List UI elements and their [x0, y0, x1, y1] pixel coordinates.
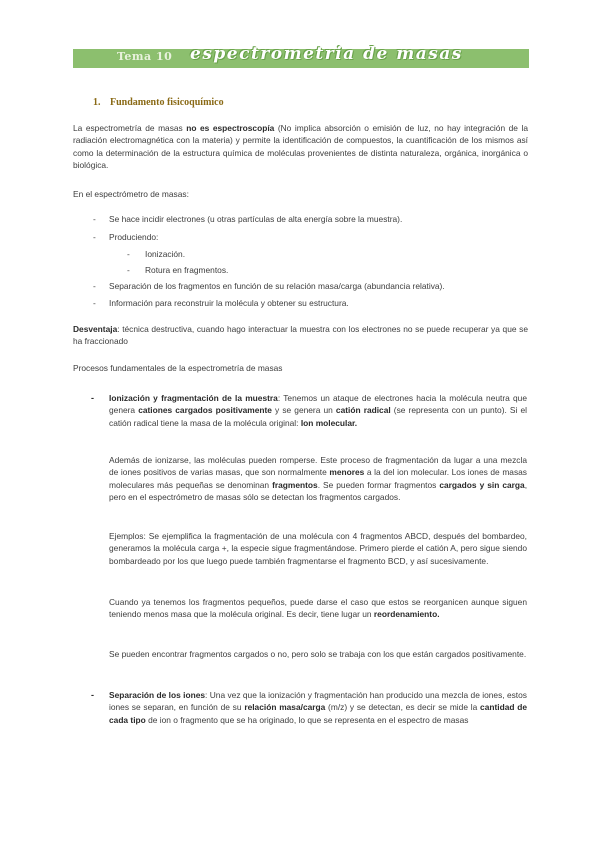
process-1-bold: cationes cargados positivamente: [138, 405, 272, 416]
process-1-title: Ionización y fragmentación de la muestra: [109, 393, 278, 403]
fragmentation-bold: menores: [329, 467, 365, 478]
fragmentation-text: , pero en el espectrómetro de masas sólo se detectan los fragmentos cargados.: [109, 479, 528, 503]
process-1-bold: catión radical: [335, 405, 391, 416]
intro-bold-1: no es espectroscopía: [186, 123, 275, 133]
list-item: Se hace incidir electrones (u otras partículas de alta energía sobre la muestra).: [109, 214, 403, 224]
process-2-text: de ion o fragmento que se ha originado, lo que se representa en el espectro de masas: [145, 714, 469, 725]
sublist-dash: -: [127, 249, 130, 259]
list-dash: -: [93, 214, 96, 224]
chapter-title: espectrometria de masas: [190, 44, 463, 64]
section-title: Fundamento fisicoquímico: [110, 97, 224, 108]
disadvantage-label: Desventaja: [73, 324, 118, 334]
process-2-text: : Una vez que la ionización y fragmentación han producido una mezcla de iones, estos iones se separan, en función de su: [109, 690, 527, 713]
disadvantage-paragraph: [73, 323, 528, 348]
process-1-text: (se representa con un punto). Si el catión radical tiene la masa de la molécula original:: [109, 405, 527, 428]
process-2-text: (m/z) y se detectan, es decir se mide la: [325, 702, 481, 713]
process-2-title: Separación de los iones: [109, 690, 206, 700]
list-dash: -: [93, 232, 96, 242]
fragmentation-bold: fragmentos: [272, 479, 318, 490]
process-2-paragraph: [109, 689, 527, 726]
process-1-text: y se genera un: [271, 405, 336, 416]
reorganization-bold: reordenamiento.: [373, 609, 440, 620]
intro-text-2: (No implica absorción o emisión de luz, no hay integración de la radiación electromagnética con la materia) y permite la identificación de compuestos, la cuantificación de los mismos así como la determinación de la estructura química de moléculas provenientes de distinta naturaleza, orgánica, inorgánica o biológica.: [73, 123, 528, 171]
process-dash: -: [91, 393, 94, 403]
process-2-bold: cantidad de cada tipo: [109, 702, 528, 725]
reorganization-paragraph: [109, 596, 527, 621]
disadvantage-text: : técnica destructiva, cuando hago interactuar la muestra con los electrones no se puede recuperar ya que se ha fraccionado: [73, 324, 528, 347]
list-dash: -: [93, 298, 96, 308]
list-dash: -: [93, 281, 96, 291]
spectrometer-intro: En el espectrómetro de masas:: [73, 189, 189, 199]
list-item: Información para reconstruir la molécula y obtener su estructura.: [109, 298, 349, 308]
fragmentation-bold: cargados y sin carga: [439, 479, 525, 490]
process-1-paragraph: [109, 392, 527, 429]
fragmentation-text: . Se pueden formar fragmentos: [317, 479, 440, 490]
process-2-bold: relación masa/carga: [244, 702, 326, 713]
process-dash: -: [91, 690, 94, 700]
charged-fragments-paragraph: Se pueden encontrar fragmentos cargados o no, pero solo se trabaja con los que están cargados positivamente.: [109, 649, 527, 659]
fragmentation-text: Además de ionizarse, las moléculas pueden romperse. Este proceso de fragmentación da lugar a una mezcla de iones positivos de varias masas, que son normalmente: [109, 455, 527, 478]
sublist-dash: -: [127, 265, 130, 275]
list-item: Produciendo:: [109, 232, 159, 242]
processes-title: Procesos fundamentales de la espectrometría de masas: [73, 363, 283, 373]
header-banner: [73, 44, 529, 68]
fragmentation-text: a la del ion molecular. Los iones de masas moleculares más pequeñas se denominan: [109, 467, 527, 490]
process-1-bold: Ion molecular.: [300, 417, 358, 428]
fragmentation-paragraph: [109, 454, 527, 504]
intro-text-1: La espectrometría de masas: [73, 123, 187, 133]
example-paragraph: Ejemplos: Se ejemplifica la fragmentación de una molécula con 4 fragmentos ABCD, después del bombardeo, generamos la molécula carga +, la especie sigue fragmentándose. Primero pierde el catión A, pero sigue siendo bombardeado por los que luego puede también fragmentarse el fragmento BCD, y así sucesivamente.: [109, 531, 527, 566]
section-number: 1.: [93, 97, 101, 108]
chapter-label: Tema 10: [117, 50, 173, 63]
sublist-item: Rotura en fragmentos.: [145, 265, 229, 275]
section-heading: [93, 97, 224, 108]
sublist-item: Ionización.: [145, 249, 186, 259]
reorganization-text: Cuando ya tenemos los fragmentos pequeños, puede darse el caso que estos se reorganicen aunque siguen teniendo menos masa que la molécula original. Es decir, tiene lugar un: [109, 597, 527, 620]
intro-paragraph: [73, 122, 528, 172]
process-1-text: : Tenemos un ataque de electrones hacia la molécula neutra que genera: [109, 393, 527, 416]
list-item: Separación de los fragmentos en función de su relación masa/carga (abundancia relativa).: [109, 281, 445, 291]
